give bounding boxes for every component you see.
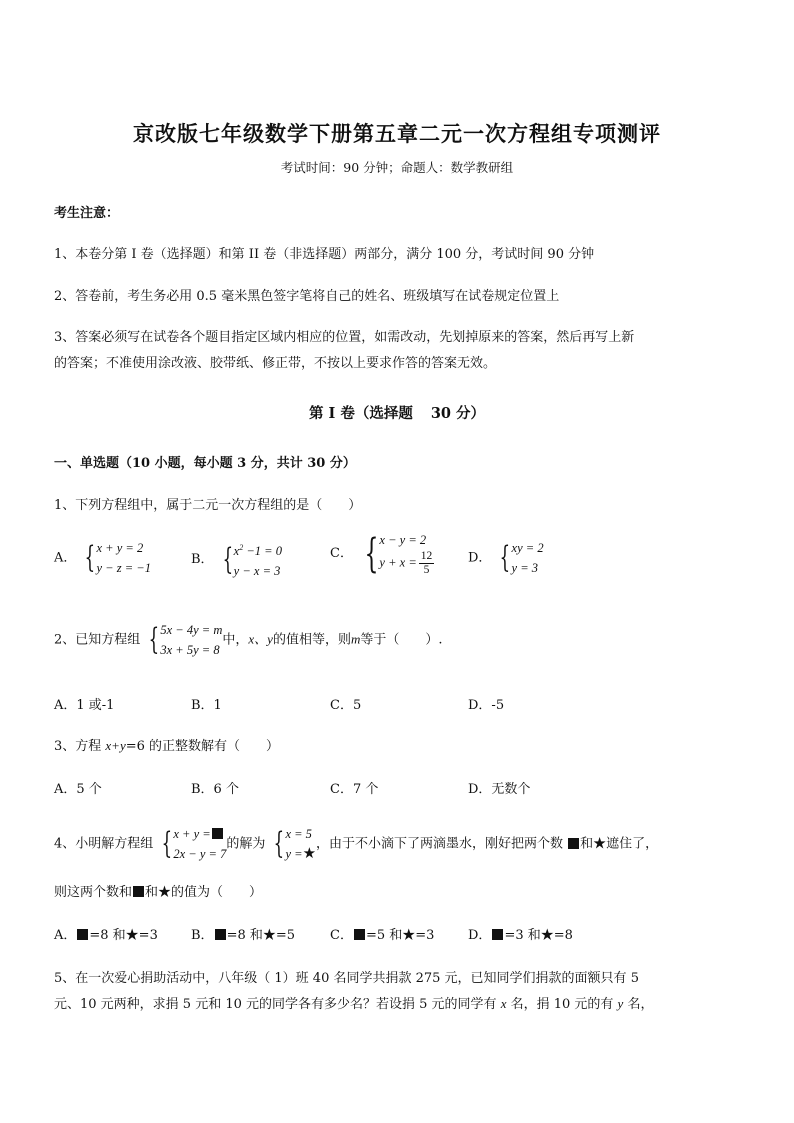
ink-square-icon	[568, 838, 579, 849]
q4-eq1-lhs: x + y =	[173, 827, 211, 841]
q4-option-d-text: =3 和★=8	[504, 928, 573, 943]
q3-option-c: C．7 个	[330, 782, 379, 797]
notice-label: 考生注意：	[54, 206, 120, 221]
q1-option-a	[54, 538, 151, 578]
section-score: 30 分）	[430, 405, 486, 422]
q1-a-eq2: y − z = −1	[96, 561, 151, 575]
q2-system: { 5x − 4y = m 3x + 5y = 8	[140, 620, 222, 660]
q1-b-eq1	[234, 538, 282, 561]
q4-stem-line2	[54, 881, 262, 900]
q5-x: x	[500, 996, 507, 1011]
q4-suffix-a: ，由于不小滴下了两滴墨水，刚好把两个数	[316, 836, 568, 852]
q1-c-eq2	[379, 550, 434, 577]
q1-b-eq1-rest: −1 = 0	[243, 544, 282, 559]
q3-option-d: D．无数个	[468, 782, 531, 797]
q2-suffix: 的值相等，则	[272, 632, 351, 648]
q1-option-b	[191, 538, 282, 581]
q4-sol2-lhs: y =	[285, 847, 303, 861]
q5-line2-b: 名，捐 10 元的有	[506, 997, 618, 1012]
q4-eq1	[173, 824, 226, 844]
q4-option-c-text: =5 和★=3	[365, 928, 435, 943]
q1-option-b-system: { $x^2 -1 = 0$ y − x = 3	[214, 538, 282, 581]
q1-option-c-system: { x − y = 2 y + x = $\frac{12}{5}$	[364, 530, 433, 577]
q4-line2-a: 则这两个数和	[54, 885, 133, 900]
q2-prefix: 2、已知方程组	[54, 632, 141, 648]
notice-item-3: 3、答案必须写在试卷各个题目指定区域内相应的位置，如需改动，先划掉原来的答案，然后再写上新	[54, 330, 635, 345]
q1-c-fraction	[419, 550, 435, 577]
q1-option-d-label: D．	[468, 550, 492, 566]
q1-c-eq1: x − y = 2	[379, 533, 427, 547]
q1-option-c-label: C．	[330, 546, 353, 561]
q1-b-eq1-exponent: 2	[239, 543, 244, 552]
q1-option-a-system: { x + y = 2 y − z = −1	[76, 538, 151, 578]
section-title	[0, 402, 794, 423]
part-heading: 一、单选题（10 小题，每小题 3 分，共计 30 分）	[54, 456, 356, 471]
star-icon: ★	[302, 846, 317, 862]
q2-eq1: 5x − 4y = m	[160, 623, 223, 637]
q2-eq2: 3x + 5y = 8	[160, 643, 220, 657]
ink-square-icon	[492, 929, 503, 940]
q5-stem-line1: 5、在一次爱心捐助活动中，八年级（ 1）班 40 名同学共捐款 275 元，已知同学们捐款的面额只有 5	[54, 971, 639, 986]
q4-option-a-label: A．	[54, 928, 77, 943]
q1-c-denominator: 5	[423, 564, 430, 576]
q4-option-a-text: =8 和★=3	[89, 928, 158, 943]
q4-mid: 的解为	[226, 836, 266, 852]
q1-d-eq2: y = 3	[511, 561, 539, 575]
q2-option-a: A．1 或-1	[54, 698, 115, 713]
page-title: 京改版七年级数学下册第五章二元一次方程组专项测评	[133, 121, 661, 146]
q4-suffix-b: 和★遮住了，	[580, 836, 659, 852]
q1-option-c	[330, 530, 434, 577]
notice-item-1: 1、本卷分第 I 卷（选择题）和第 II 卷（非选择题）两部分，满分 100 分，考试时间 90 分钟	[54, 247, 595, 262]
q1-c-numerator: 12	[420, 550, 433, 562]
q1-option-a-label: A．	[54, 550, 77, 566]
q3-stem	[54, 735, 279, 754]
q3-prefix: 3、方程	[54, 739, 106, 754]
q1-b-eq1-var: x	[233, 544, 240, 559]
q1-a-eq1: x + y = 2	[96, 541, 144, 555]
q1-option-b-label: B．	[191, 552, 214, 568]
ink-square-icon	[212, 828, 223, 839]
notice-item-3-cont: 的答案；不准使用涂改液、胶带纸、修正带，不按以上要求作答的答案无效。	[54, 356, 497, 371]
q4-solution: { x = 5 y =★	[273, 826, 317, 862]
q5-y: y	[617, 996, 624, 1011]
q5-line2-c: 名，	[623, 997, 654, 1012]
q1-stem: 1、下列方程组中，属于二元一次方程组的是（ ）	[54, 498, 362, 513]
q4-option-b-label: B．	[191, 928, 214, 943]
q4-option-b-text: =8 和★=5	[226, 928, 296, 943]
q4-option-d	[468, 924, 573, 943]
q3-suffix: =6 的正整数解有（ ）	[125, 739, 280, 754]
ink-square-icon	[133, 886, 144, 897]
ink-square-icon	[215, 929, 226, 940]
q1-b-eq2: y − x = 3	[233, 564, 281, 579]
q1-option-d-system: { xy = 2 y = 3	[491, 538, 543, 578]
q2-vars: x、y	[248, 631, 273, 647]
q2-option-b: B．1	[191, 698, 222, 713]
q2-mid: 中，	[222, 632, 249, 648]
q4-stem	[54, 824, 658, 864]
q5-line2-a: 元、10 元两种，求捐 5 元和 10 元的同学各有多少名？若设捐 5 元的同学有	[54, 997, 501, 1012]
q4-option-b	[191, 924, 295, 943]
q4-system: { x + y = 2x − y = 7	[153, 824, 226, 864]
q1-c-eq2-lhs: y + x =	[379, 555, 417, 570]
q4-option-c	[330, 924, 434, 943]
q4-option-d-label: D．	[468, 928, 492, 943]
ink-square-icon	[77, 929, 88, 940]
ink-square-icon	[354, 929, 365, 940]
q4-prefix: 4、小明解方程组	[54, 836, 154, 852]
q3-expr: x+y	[105, 738, 126, 753]
exam-info: 考试时间：90 分钟；命题人：数学教研组	[280, 160, 514, 175]
q4-option-c-label: C．	[330, 928, 353, 943]
q2-m: m	[350, 631, 361, 647]
q5-stem-line2	[54, 993, 653, 1012]
q3-option-a: A．5 个	[54, 782, 102, 797]
q1-d-eq1: xy = 2	[511, 541, 544, 555]
q4-line2-b: 和★的值为（ ）	[145, 885, 263, 900]
q4-eq2: 2x − y = 7	[173, 847, 227, 861]
q4-sol1: x = 5	[285, 827, 312, 841]
q3-option-b: B．6 个	[191, 782, 239, 797]
notice-item-2: 2、答卷前，考生务必用 0.5 毫米黑色签字笔将自己的姓名、班级填写在试卷规定位置上	[54, 289, 560, 304]
q2-tail: 等于（ ）.	[360, 632, 443, 648]
section-title-text: 第 I 卷（选择题	[308, 405, 413, 422]
q4-sol2	[285, 844, 316, 864]
q4-option-a	[54, 924, 158, 943]
q2-stem	[54, 620, 442, 660]
q2-option-c: C．5	[330, 698, 362, 713]
q1-option-d	[468, 538, 544, 578]
q2-option-d: D．-5	[468, 698, 505, 713]
